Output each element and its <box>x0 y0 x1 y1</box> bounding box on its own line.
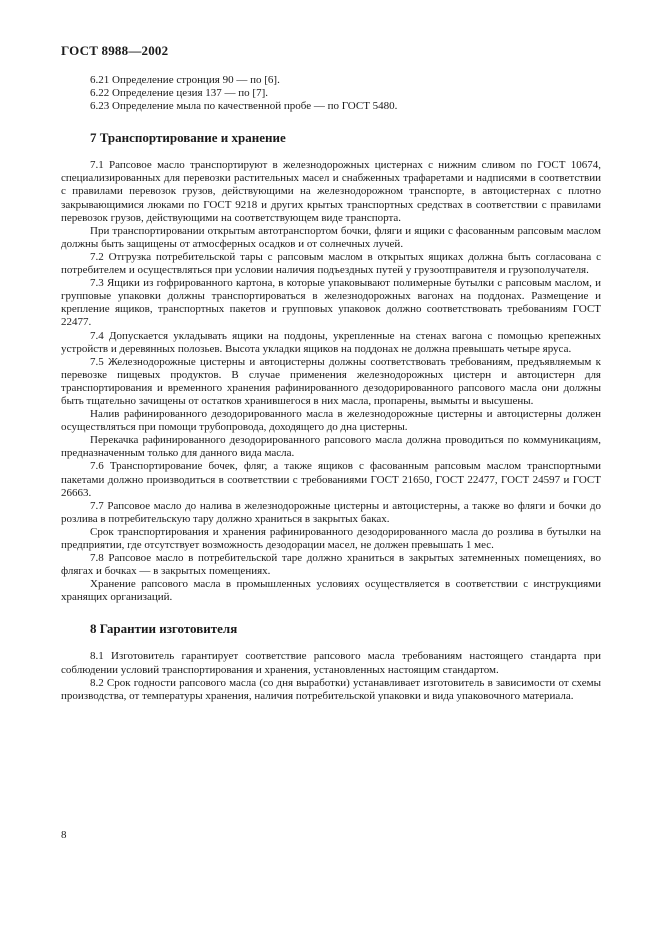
list-item: 6.21 Определение стронция 90 — по [6]. <box>90 74 280 86</box>
section-7 <box>61 130 601 604</box>
paragraph: При транспортировании открытым автотранспортом бочки, фляги и ящики с фасованным рапсовым маслом должны быть защищены от атмосферных осадков и от солнечных лучей. <box>61 224 601 250</box>
paragraph: 8.1 Изготовитель гарантирует соответствие рапсового масла требованиям настоящего стандарта при соблюдении условий транспортирования и хранения, установленных настоящим стандартом. <box>61 650 601 676</box>
paragraph: 7.8 Рапсовое масло в потребительской таре должно храниться в закрытых затемненных помещениях, во флягах и бочках — в закрытых помещениях. <box>61 552 601 578</box>
paragraph: 7.2 Отгрузка потребительской тары с рапсовым маслом в открытых ящиках должна быть согласована с потребителем и осуществляться при условии наличия подъездных путей у грузоотправителя и грузополучателя. <box>61 250 601 277</box>
paragraph: 8.2 Срок годности рапсового масла (со дня выработки) устанавливает изготовитель в зависимости от схемы производства, от температуры хранения, наличия потребительской упаковки и вида упаковочного материала. <box>61 676 601 702</box>
page-number: 8 <box>61 829 67 841</box>
paragraph: 7.4 Допускается укладывать ящики на поддоны, укрепленные на стенах вагона с помощью крепежных устройств и деревянных полозьев. Высота укладки ящиков на поддонах не должна превышать четыре яруса. <box>61 329 601 355</box>
page-content <box>61 74 601 703</box>
paragraph: 7.7 Рапсовое масло до налива в железнодорожные цистерны и автоцистерны, а также во фляги и бочки до розлива в потребительскую тару должно храниться в закрытых баках. <box>61 499 601 525</box>
paragraph: Перекачка рафинированного дезодорированного рапсового масла должна проводиться по коммуникациям, предназначенным только для данного вида масла. <box>61 434 601 460</box>
section-heading: 8 Гарантии изготовителя <box>90 621 238 637</box>
items-top <box>61 74 601 113</box>
paragraph: 7.1 Рапсовое масло транспортируют в железнодорожных цистернах с нижним сливом по ГОСТ 10674, специализированных для перевозки растительных масел и снабженных трафаретами и надписями в соответствии с правилами перевозок грузов, действующими на железнодорожном транспорте, в автоцистернах с плотно закрывающимися люками по ГОСТ 9218 и других крытых транспортных средствах в соответствии с правилами перевозок грузов, действующими на соответствующем виде транспорта. <box>61 159 601 224</box>
section-8 <box>61 621 601 702</box>
paragraph: Срок транспортирования и хранения рафинированного дезодорированного масла до розлива в бутылки на предприятии, где отсутствует возможность дезодорации масел, не должен превышать 1 мес. <box>61 525 601 551</box>
paragraph: 7.6 Транспортирование бочек, фляг, а также ящиков с фасованным рапсовым маслом транспортными пакетами должно производиться в соответствии с требованиями ГОСТ 21650, ГОСТ 22477, ГОСТ 24597 и ГОСТ 26663. <box>61 460 601 499</box>
paragraph: 7.3 Ящики из гофрированного картона, в которые упаковывают полимерные бутылки с рапсовым маслом, и групповые упаковки должны транспортироваться в железнодорожных вагонах на поддонах. Размещение и крепление ящиков, транспортных пакетов и групповых упаковок должно соответствовать требованиям ГОСТ 22477. <box>61 277 601 329</box>
list-item: 6.23 Определение мыла по качественной пробе — по ГОСТ 5480. <box>90 100 398 113</box>
document-header: ГОСТ 8988—2002 <box>61 43 169 58</box>
list-item: 6.22 Определение цезия 137 — по [7]. <box>90 87 268 100</box>
paragraph: 7.5 Железнодорожные цистерны и автоцистерны должны соответствовать требованиям, предъявляемым к перевозке пищевых продуктов. В случае применения железнодорожных цистерн и автоцистерн для транспортирования и временного хранения рафинированного дезодорированного рапсового масла они должны быть тщательно зачищены от остатков хранившегося в них масла, пропарены, вымыты и высушены. <box>61 355 601 407</box>
paragraph: Хранение рапсового масла в промышленных условиях осуществляется в соответствии с инструкциями хранящих организаций. <box>61 578 601 604</box>
paragraph: Налив рафинированного дезодорированного масла в железнодорожные цистерны и автоцистерны должен осуществляться при помощи трубопровода, доходящего до дна цистерны. <box>61 408 601 434</box>
section-heading: 7 Транспортирование и хранение <box>90 130 286 146</box>
